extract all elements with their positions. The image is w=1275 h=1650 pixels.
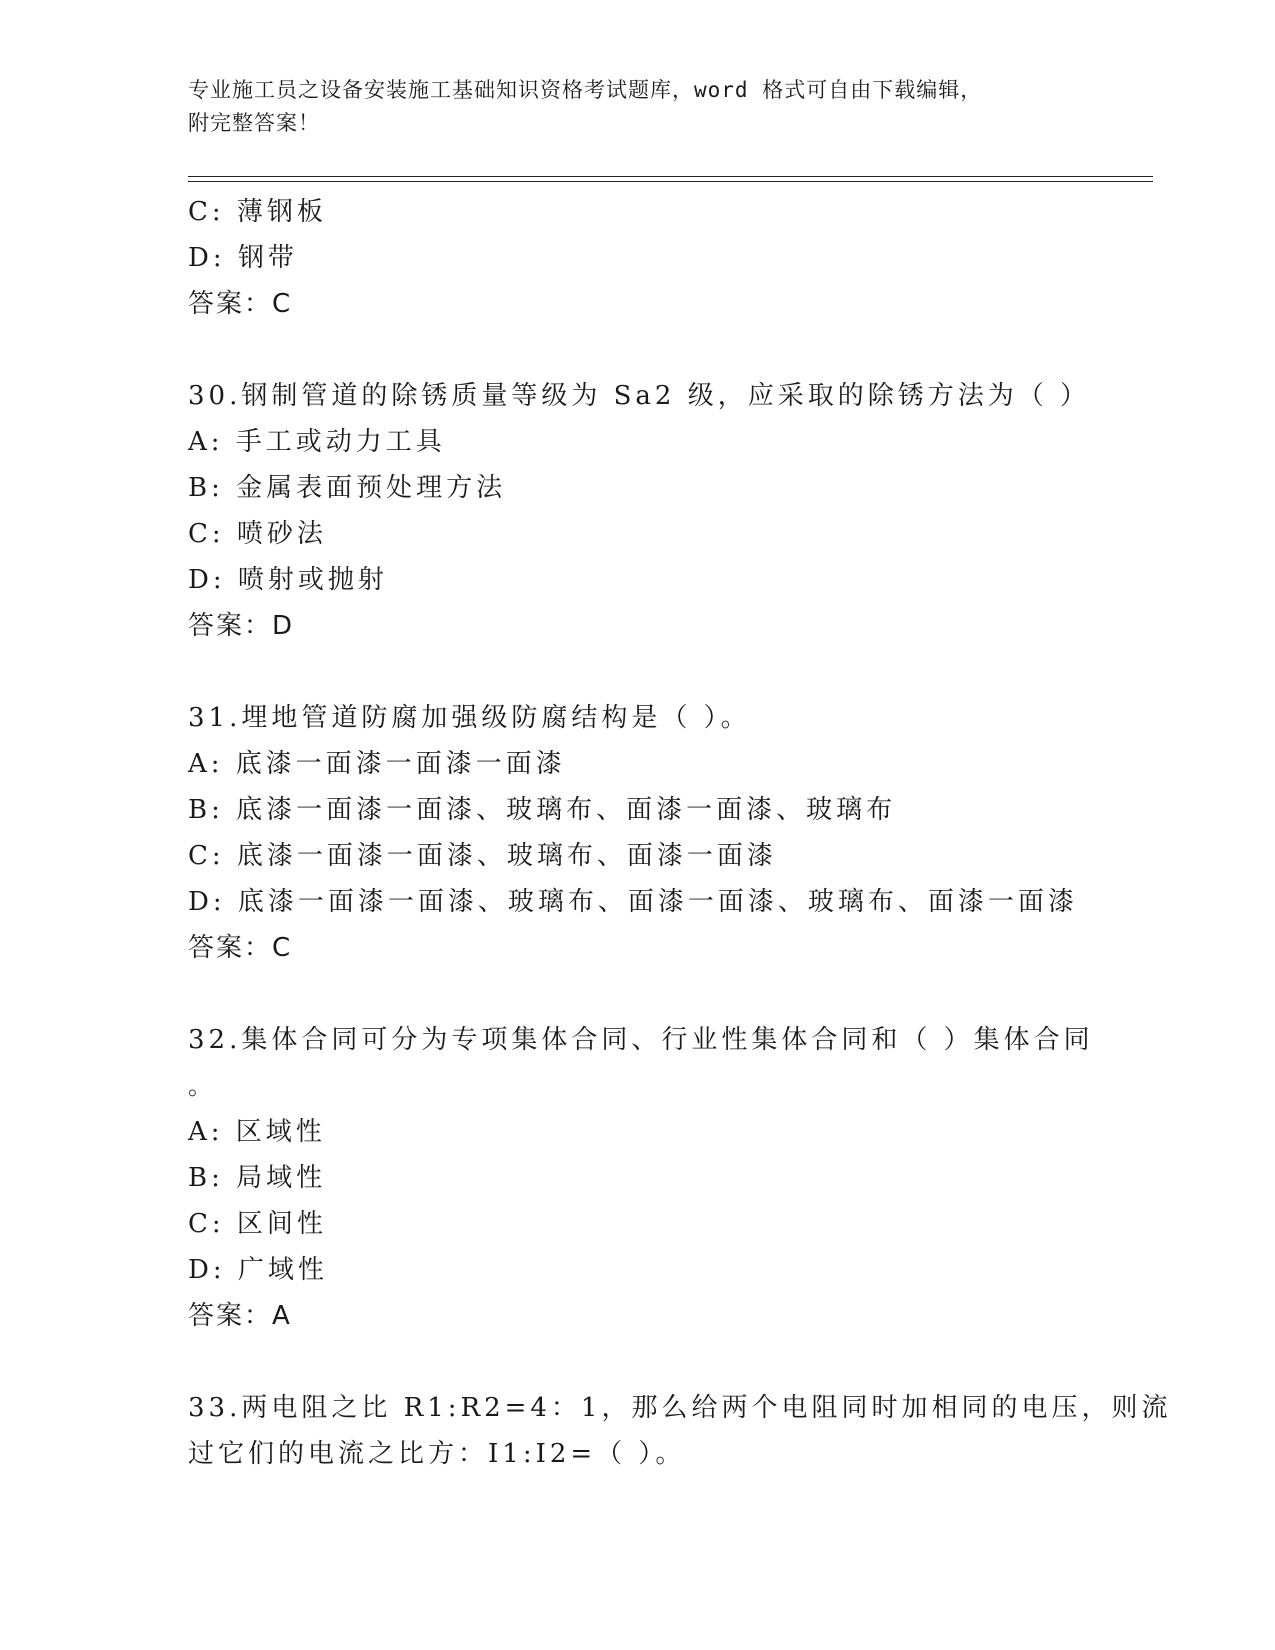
q31-answer: 答案：C (188, 933, 293, 963)
q32-option-c: C: 区间性 (188, 1209, 327, 1239)
q30-option-d: D: 喷射或抛射 (188, 565, 388, 595)
q32-option-b: B: 局域性 (188, 1163, 327, 1193)
q33-question: 33.两电阻之比 R1:R2=4：1，那么给两个电阻同时加相同的电压，则流 (188, 1393, 1172, 1423)
q33-question-continued: 过它们的电流之比方：I1:I2=（ ）。 (188, 1439, 686, 1469)
q31-option-b: B: 底漆一面漆一面漆、玻璃布、面漆一面漆、玻璃布 (188, 795, 897, 825)
q32-option-d: D: 广域性 (188, 1255, 328, 1285)
q30-question: 30.钢制管道的除锈质量等级为 Sa2 级，应采取的除锈方法为（ ） (188, 381, 1090, 411)
q32-answer: 答案：A (188, 1301, 292, 1331)
q31-question: 31.埋地管道防腐加强级防腐结构是（ ）。 (188, 703, 751, 733)
q32-question: 32.集体合同可分为专项集体合同、行业性集体合同和（ ）集体合同 (188, 1025, 1094, 1055)
q30-option-a: A: 手工或动力工具 (188, 427, 446, 457)
header-divider-top (188, 176, 1153, 177)
header-divider-bottom (188, 181, 1153, 182)
q31-option-a: A: 底漆一面漆一面漆一面漆 (188, 749, 566, 779)
header-line-1: 专业施工员之设备安装施工基础知识资格考试题库，word 格式可自由下载编辑， (188, 78, 983, 102)
q32-option-a: A: 区域性 (188, 1117, 326, 1147)
q30-option-b: B: 金属表面预处理方法 (188, 473, 507, 503)
question-list (188, 189, 1172, 1477)
q32-question-continued: 。 (188, 1072, 216, 1100)
document-header (188, 74, 1088, 140)
q29-option-c: C: 薄钢板 (188, 197, 327, 227)
q29-option-d: D: 钢带 (188, 243, 298, 273)
header-line-2: 附完整答案！ (188, 111, 320, 135)
q30-answer: 答案：D (188, 611, 295, 641)
q31-option-d: D: 底漆一面漆一面漆、玻璃布、面漆一面漆、玻璃布、面漆一面漆 (188, 887, 1078, 917)
q31-option-c: C: 底漆一面漆一面漆、玻璃布、面漆一面漆 (188, 841, 777, 871)
q30-option-c: C: 喷砂法 (188, 519, 327, 549)
q29-answer: 答案：C (188, 289, 293, 319)
